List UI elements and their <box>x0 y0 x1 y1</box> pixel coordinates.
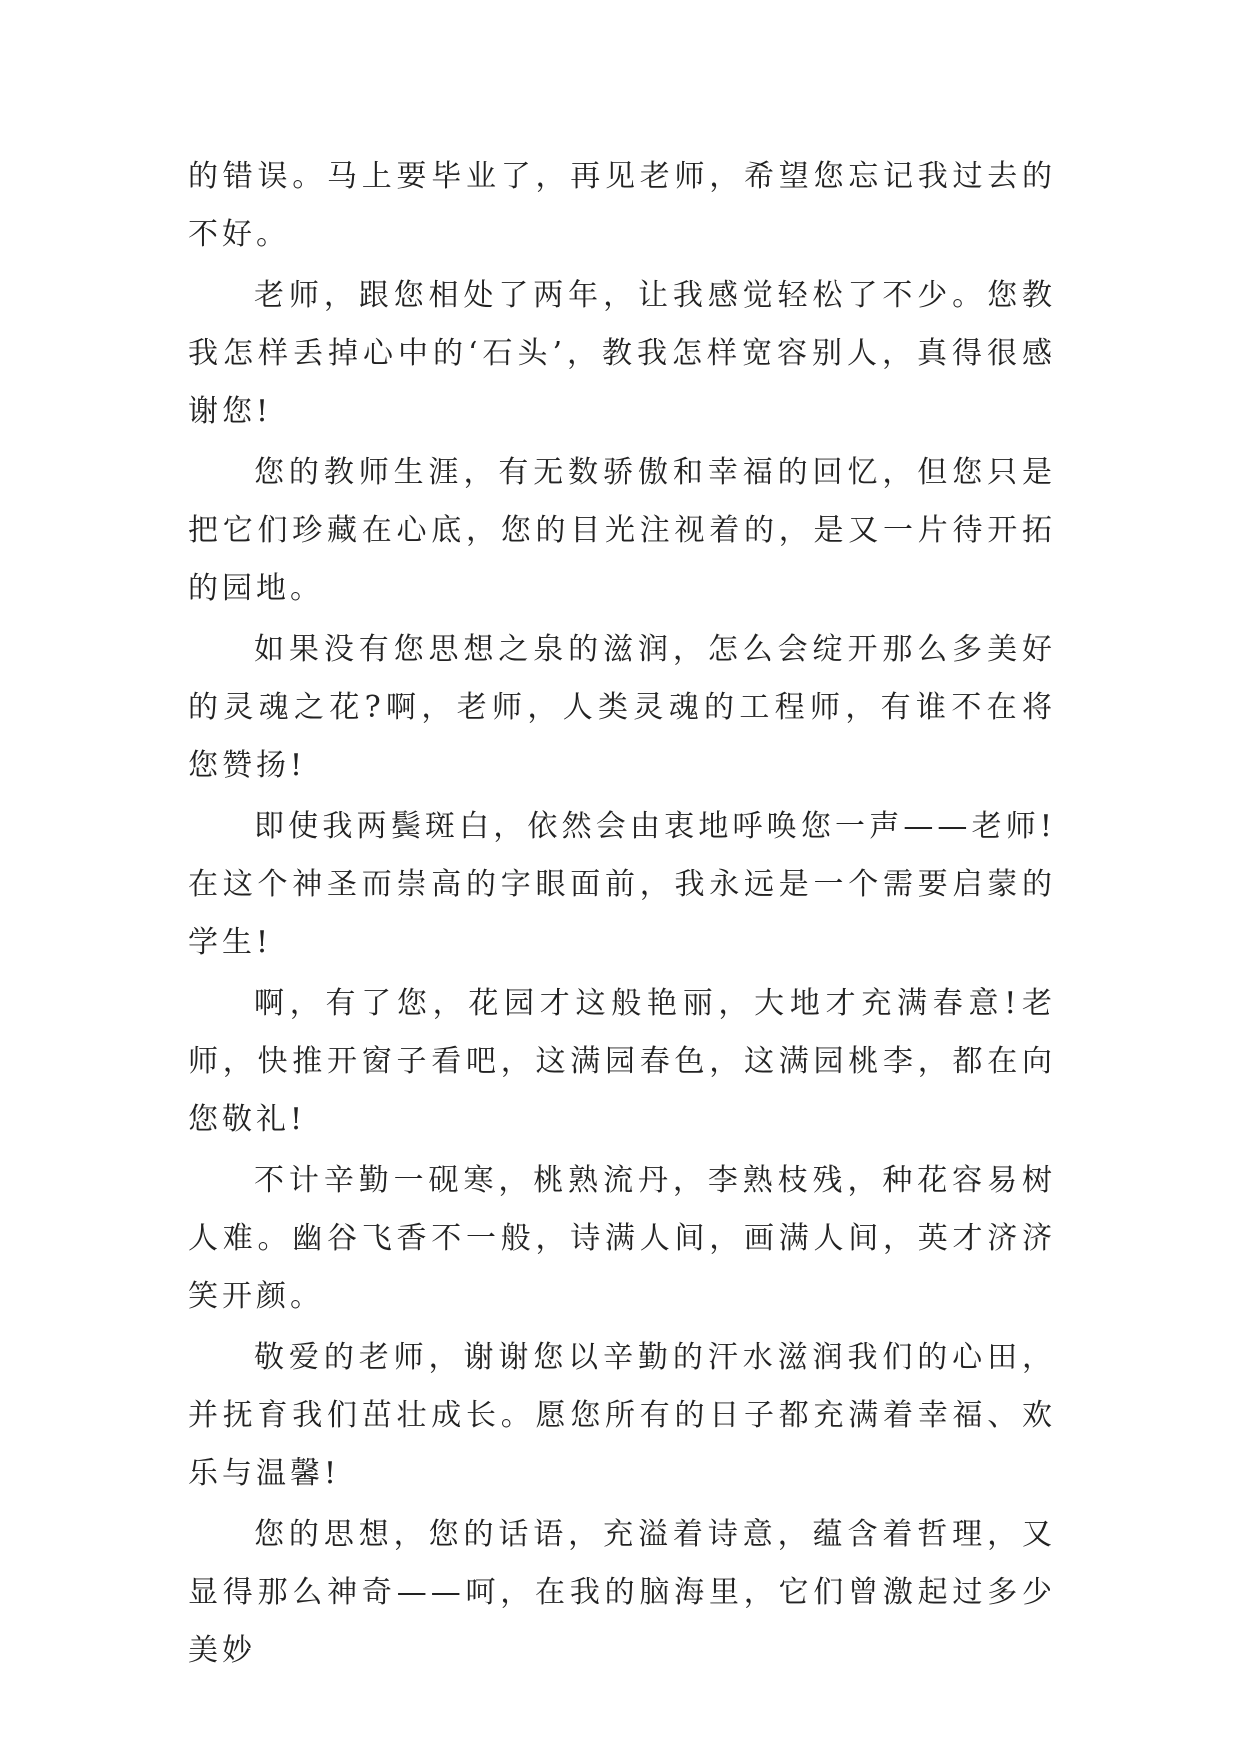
paragraph: 不计辛勤一砚寒，桃熟流丹，李熟枝残，种花容易树人难。幽谷飞香不一般，诗满人间，画满人间，英才济济笑开颜。 <box>188 1163 1056 1314</box>
paragraph: 您的教师生涯，有无数骄傲和幸福的回忆，但您只是把它们珍藏在心底，您的目光注视着的，是又一片待开拓的园地。 <box>188 455 1056 606</box>
paragraph: 您的思想，您的话语，充溢着诗意，蕴含着哲理，又显得那么神奇——呵，在我的脑海里，它们曾激起过多少美妙 <box>188 1517 1056 1668</box>
paragraph: 的错误。马上要毕业了，再见老师，希望您忘记我过去的不好。 <box>188 159 1056 252</box>
paragraph: 如果没有您思想之泉的滋润，怎么会绽开那么多美好的灵魂之花?啊，老师，人类灵魂的工程师，有谁不在将您赞扬! <box>188 632 1056 783</box>
paragraph: 啊，有了您，花园才这般艳丽，大地才充满春意!老师，快推开窗子看吧，这满园春色，这满园桃李，都在向您敬礼! <box>188 986 1056 1137</box>
paragraph: 老师，跟您相处了两年，让我感觉轻松了不少。您教我怎样丢掉心中的‘石头’，教我怎样宽容别人，真得很感谢您! <box>188 278 1056 429</box>
paragraph: 敬爱的老师，谢谢您以辛勤的汗水滋润我们的心田，并抚育我们茁壮成长。愿您所有的日子都充满着幸福、欢乐与温馨! <box>188 1340 1056 1491</box>
paragraph: 即使我两鬓斑白，依然会由衷地呼唤您一声——老师!在这个神圣而崇高的字眼面前，我永远是一个需要启蒙的学生! <box>188 809 1056 960</box>
document-page <box>188 148 1056 1683</box>
